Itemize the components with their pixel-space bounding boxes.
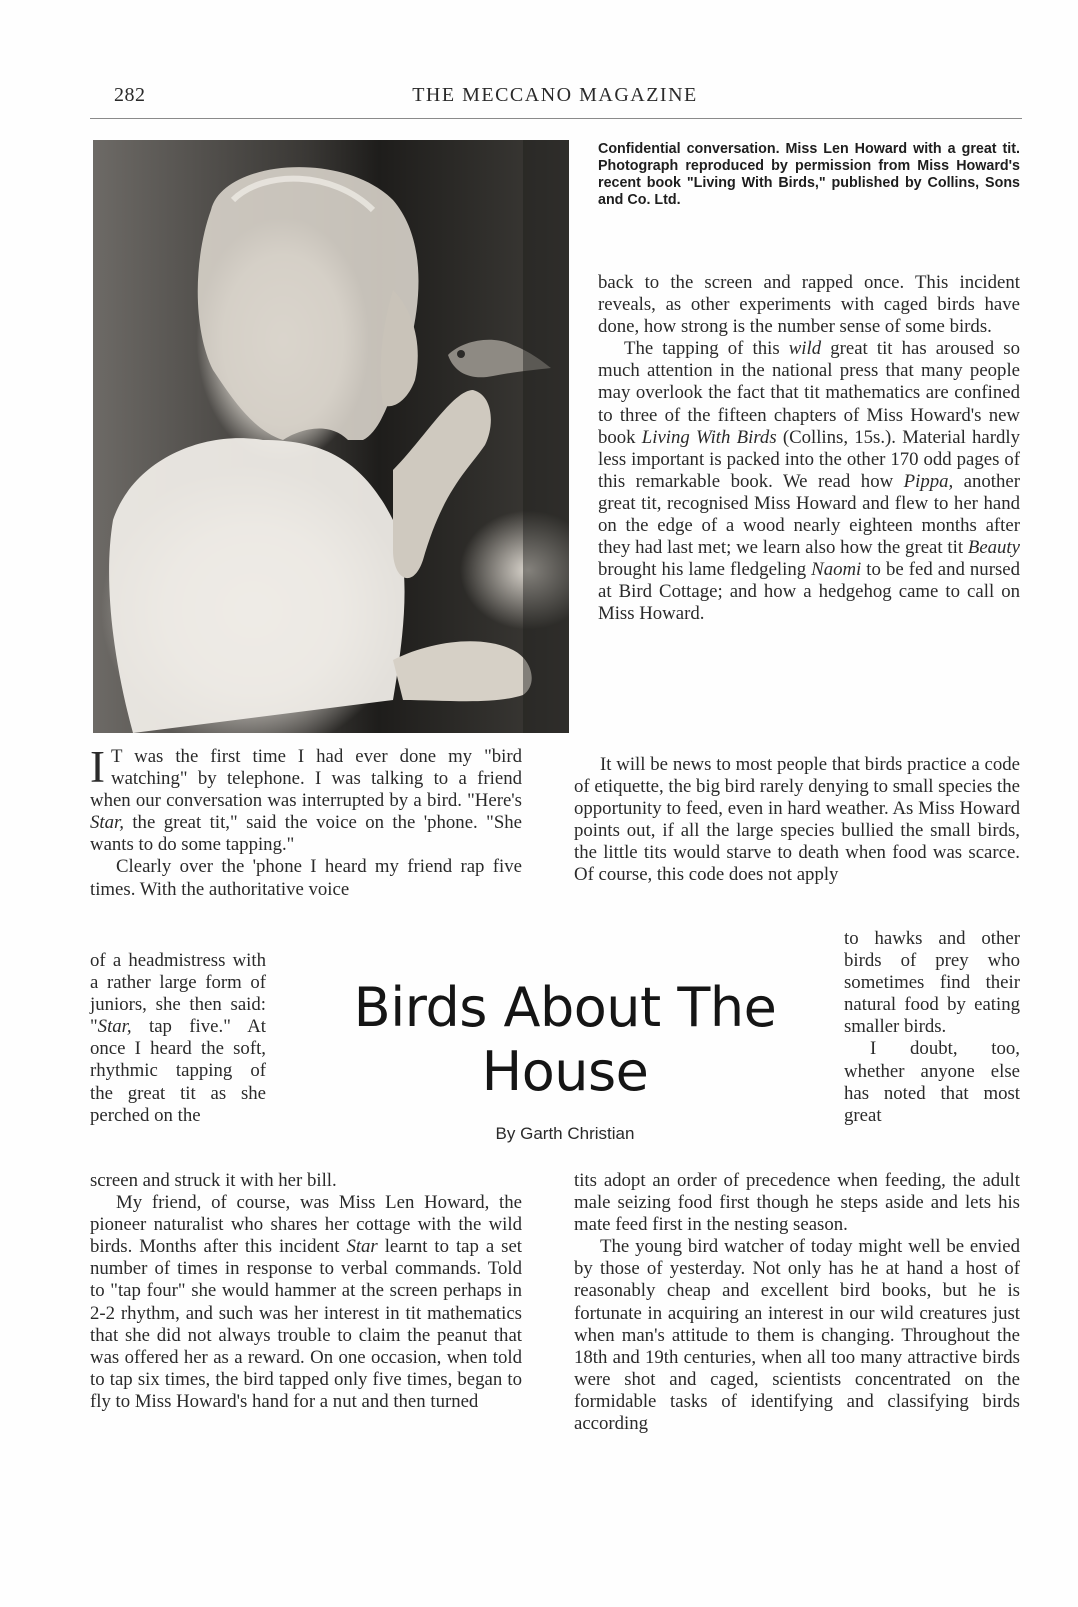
text-run: My friend, of course, was Miss Len Howard, the pioneer naturalist who shares her cottage with the wild birds. Months after this incident — [90, 1192, 522, 1258]
header-rule — [90, 118, 1022, 119]
paragraph — [598, 338, 1020, 625]
page-number: 282 — [114, 84, 146, 106]
drop-cap: I — [90, 742, 105, 792]
text-run: brought his lame fledgeling — [598, 559, 812, 581]
byline: By Garth Christian — [495, 1124, 635, 1143]
text-run: to be fed and nursed at Bird Cottage; and how a hedgehog came to call on Miss Howard. — [598, 559, 1020, 625]
right-column-top — [598, 272, 1020, 626]
headline-line-1: Birds About The — [353, 976, 777, 1039]
left-column-top — [90, 742, 522, 901]
paragraph — [90, 950, 266, 1127]
text-run: learnt to tap a set number of times in response to verbal commands. Told to "tap four" she would hammer at the screen perhaps in 2-2 rhythm, and such was her interest in tit mathematics that she did not always trouble to claim the peanut that was offered her as a reward. On one occasion, when told to tap six times, the bird tapped only five times, began to fly to Miss Howard's hand for a nut and then turned — [90, 1236, 522, 1412]
article-headline — [300, 976, 830, 1104]
paragraph: screen and struck it with her bill. — [90, 1170, 337, 1191]
right-narrow-column — [844, 928, 1020, 1127]
magazine-title: THE MECCANO MAGAZINE — [412, 84, 698, 106]
paragraph: Clearly over the 'phone I heard my friend rap five times. With the authoritative voice — [90, 856, 522, 900]
paragraph — [90, 1192, 522, 1413]
left-column-bottom — [90, 1170, 522, 1413]
italic-run: Living With Birds — [641, 426, 777, 448]
right-column-bottom — [574, 1170, 1020, 1435]
paragraph: The young bird watcher of today might well be envied by those of yesterday. Not only has he at hand a host of reasonably cheap and excellent bird books, but he is fortunate in acquiring an interest in our wild creatures just when man's attitude to them is changing. Throughout the 18th and 19th centuries, when all too many attractive birds were shot and caged, scientists concentrated on the formidable tasks of identifying and classifying birds according — [574, 1236, 1020, 1435]
text-run: (Collins, 15s.). Material hardly less important is packed into the other 170 odd pages of this remarkable book. We read how — [598, 426, 1020, 492]
text-run: the great tit," said the voice on the 'phone. "She wants to do some tapping." — [90, 812, 522, 856]
italic-run: Beauty — [967, 537, 1020, 559]
right-column-middle — [574, 754, 1020, 887]
article-photo — [93, 140, 569, 733]
italic-run: Star — [346, 1236, 378, 1258]
paragraph: to hawks and other birds of prey who sometimes find their natural food by eating smaller birds. — [844, 928, 1020, 1038]
text-run: another great tit, recognised Miss Howard and flew to her hand on the edge of a wood nearly eighteen months after they had last met; we learn also how the great tit — [598, 470, 1021, 559]
paragraph: tits adopt an order of precedence when feeding, the adult male seizing food first though he steps aside and lets his mate feed first in the nesting season. — [574, 1170, 1020, 1236]
photo-of-woman-with-great-tit-icon — [93, 140, 569, 733]
paragraph: I doubt, too, whether anyone else has noted that most great — [844, 1038, 1020, 1126]
text-run: T was the first time I had ever done my "bird watching" by telephone. I was talking to a friend when our conversation was interrupted by a bird. "Here's — [90, 746, 522, 812]
text-run: of a headmistress with a rather large form of juniors, she then said: " — [90, 950, 266, 1038]
text-run: The tapping of this — [624, 338, 789, 360]
italic-run: Pippa, — [903, 470, 954, 492]
page-header — [90, 84, 1020, 114]
paragraph: back to the screen and rapped once. This incident reveals, as other experiments with caged birds have done, how strong is the number sense of some birds. — [598, 272, 1020, 338]
paragraph — [90, 742, 522, 856]
text-run: tap five." At once I heard the soft, rhythmic tapping of the great tit as she perched on the — [90, 1016, 266, 1126]
paragraph: It will be news to most people that birds practice a code of etiquette, the big bird rarely denying to small species the opportunity to feed, even in hard weather. As Miss Howard points out, if all the large species bullied the small birds, the little tits would starve to death when food was scarce. Of course, this code does not apply — [574, 754, 1020, 886]
headline-line-2: House — [481, 1040, 649, 1103]
italic-run: Star, — [97, 1016, 132, 1038]
photo-caption: Confidential conversation. Miss Len Howard with a great tit. Photograph reproduced by permission from Miss Howard's recent book "Living With Birds," published by Collins, Sons and Co. Ltd. — [598, 141, 1020, 208]
italic-run: wild — [788, 338, 822, 360]
italic-run: Naomi — [811, 559, 862, 581]
text-run: great tit has aroused so much attention in the national press that many people may overlook the fact that tit mathematics are confined to three of the fifteen chapters of Miss Howard's new book — [598, 338, 1020, 448]
italic-run: Star, — [90, 812, 124, 834]
left-narrow-column — [90, 950, 266, 1127]
